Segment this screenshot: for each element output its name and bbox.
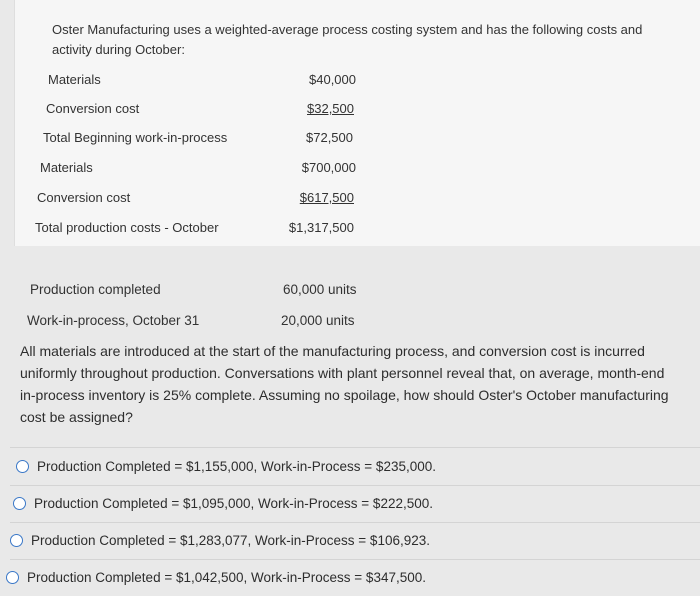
radio-button[interactable]: [13, 497, 26, 510]
answer-option-label: Production Completed = $1,283,077, Work-in-Process = $106,923.: [31, 533, 430, 548]
cost-label: Conversion cost: [46, 101, 140, 116]
cost-value: $40,000: [309, 72, 356, 87]
cost-value: $617,500: [299, 190, 354, 205]
production-label: Production completed: [30, 282, 161, 297]
question-paragraph: All materials are introduced at the start of the manufacturing process, and conversion cost is incurred uniformly throughout production. Conversations with plant personnel reveal that, on average, month-end in-process inventory is 25% complete. Assuming no spoilage, how should Oster's October manufacturing cost be assigned?: [20, 343, 669, 425]
question-intro: Oster Manufacturing uses a weighted-average process costing system and has the following costs and activity during October:: [52, 22, 643, 57]
cost-value: $32,500: [307, 101, 354, 116]
radio-button[interactable]: [6, 571, 19, 584]
answer-option[interactable]: [10, 533, 430, 548]
cost-label: Total Beginning work-in-process: [43, 130, 228, 145]
production-label: Work-in-process, October 31: [27, 313, 200, 328]
radio-button[interactable]: [10, 534, 23, 547]
divider: [10, 485, 700, 486]
answer-option[interactable]: [16, 459, 436, 474]
radio-button[interactable]: [16, 460, 29, 473]
answer-option-label: Production Completed = $1,042,500, Work-in-Process = $347,500.: [27, 570, 426, 585]
cost-label: Materials: [40, 160, 93, 175]
cost-label: Materials: [48, 72, 101, 87]
cost-value: $72,500: [306, 130, 353, 145]
cost-label: Conversion cost: [37, 190, 131, 205]
cost-label: Total production costs - October: [35, 220, 219, 235]
production-row: [27, 313, 355, 328]
cost-value: $700,000: [301, 160, 356, 175]
divider: [10, 447, 700, 448]
card-border: [14, 0, 15, 246]
answer-option-label: Production Completed = $1,155,000, Work-in-Process = $235,000.: [37, 459, 436, 474]
divider: [10, 559, 700, 560]
cost-value: $1,317,500: [288, 220, 354, 235]
production-value: 60,000 units: [283, 282, 357, 297]
divider: [10, 522, 700, 523]
production-row: [30, 282, 357, 297]
answer-option[interactable]: [13, 496, 433, 511]
answer-option[interactable]: [6, 570, 426, 585]
production-value: 20,000 units: [281, 313, 355, 328]
answer-option-label: Production Completed = $1,095,000, Work-in-Process = $222,500.: [34, 496, 433, 511]
